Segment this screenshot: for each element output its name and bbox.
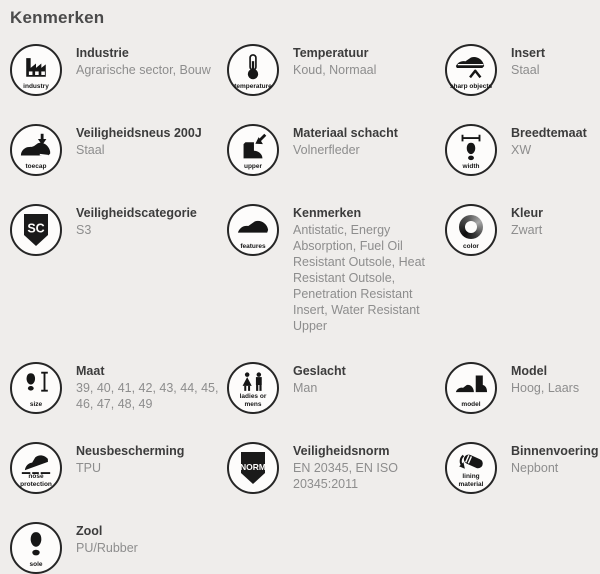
feature-item-color: [445, 204, 599, 256]
feature-value: TPU: [76, 461, 101, 475]
feature-text: [76, 124, 202, 158]
feature-text: [511, 362, 579, 396]
color-icon: [445, 204, 497, 256]
norm-icon: [227, 442, 279, 494]
feature-title: Temperatuur: [293, 46, 369, 60]
svg-text:NORM: NORM: [240, 462, 266, 472]
feature-value: Staal: [511, 63, 540, 77]
feature-value: XW: [511, 143, 532, 157]
feature-text: [293, 442, 445, 492]
features-icon: [227, 204, 279, 256]
feature-title: Veiligheidscategorie: [76, 206, 197, 220]
feature-value: Zwart: [511, 223, 543, 237]
temperature-icon: [227, 44, 279, 96]
feature-text: [511, 442, 599, 476]
feature-value: Antistatic, Energy Absorption, Fuel Oil Resistant Outsole, Heat Resistant Outsole, Penetration Resistant Insert, Water Resistant Upper: [293, 223, 426, 333]
feature-title: Kleur: [511, 206, 543, 220]
feature-item-nose-protection: [10, 442, 227, 494]
feature-value: Nepbont: [511, 461, 559, 475]
feature-title: Breedtemaat: [511, 126, 587, 140]
ladies-or-mens-icon: [227, 362, 279, 414]
industry-icon: [10, 44, 62, 96]
feature-title: Insert: [511, 46, 546, 60]
svg-text:SC: SC: [27, 221, 45, 236]
feature-value: S3: [76, 223, 92, 237]
feature-text: [76, 44, 211, 78]
icon-caption: color: [463, 242, 479, 250]
sharp-objects-icon: [445, 44, 497, 96]
feature-item-sharp-objects: [445, 44, 599, 96]
feature-title: Geslacht: [293, 364, 346, 378]
feature-title: Binnenvoering: [511, 444, 599, 458]
feature-text: [293, 124, 398, 158]
icon-caption: nose protection: [20, 473, 52, 488]
icon-caption: sole: [29, 560, 43, 568]
feature-value: 39, 40, 41, 42, 43, 44, 45, 46, 47, 48, 49: [76, 381, 219, 411]
feature-item-upper: [227, 124, 445, 176]
feature-value: Agrarische sector, Bouw: [76, 63, 211, 77]
icon-caption: sharp objects: [449, 82, 493, 90]
icon-caption: model: [461, 400, 481, 408]
feature-text: [293, 204, 445, 334]
feature-item-safety-category: [10, 204, 227, 256]
icon-caption: ladies or mens: [239, 393, 267, 408]
features-grid: [10, 44, 599, 574]
sole-icon: [10, 522, 62, 574]
icon-caption: features: [240, 242, 266, 250]
feature-text: [511, 204, 543, 238]
feature-title: Neusbescherming: [76, 444, 185, 458]
toecap-icon: [10, 124, 62, 176]
feature-title: Zool: [76, 524, 103, 538]
feature-title: Materiaal schacht: [293, 126, 398, 140]
feature-title: Veiligheidsneus 200J: [76, 126, 202, 140]
size-icon: [10, 362, 62, 414]
feature-item-temperature: [227, 44, 445, 96]
icon-caption: temperature: [234, 82, 272, 90]
feature-text: [293, 44, 376, 78]
feature-value: Koud, Normaal: [293, 63, 377, 77]
feature-value: Staal: [76, 143, 105, 157]
width-icon: [445, 124, 497, 176]
feature-title: Industrie: [76, 46, 129, 60]
feature-text: [76, 362, 227, 412]
feature-item-norm: [227, 442, 445, 494]
safety-category-icon: [10, 204, 62, 256]
feature-item-ladies-or-mens: [227, 362, 445, 414]
section-title: Kenmerken: [10, 8, 105, 27]
feature-text: [76, 204, 197, 238]
feature-value: Hoog, Laars: [511, 381, 580, 395]
nose-protection-icon: [10, 442, 62, 494]
feature-text: [511, 44, 545, 78]
feature-item-size: [10, 362, 227, 414]
feature-text: [76, 522, 138, 556]
icon-caption: size: [29, 400, 43, 408]
feature-value: Volnerfleder: [293, 143, 360, 157]
feature-item-features: [227, 204, 445, 334]
feature-title: Kenmerken: [293, 206, 362, 220]
feature-title: Maat: [76, 364, 105, 378]
icon-caption: upper: [243, 162, 263, 170]
icon-caption: lining material: [458, 473, 484, 488]
feature-title: Veiligheidsnorm: [293, 444, 390, 458]
upper-icon: [227, 124, 279, 176]
feature-title: Model: [511, 364, 548, 378]
feature-item-toecap: [10, 124, 227, 176]
feature-item-industry: [10, 44, 227, 96]
feature-value: EN 20345, EN ISO 20345:2011: [293, 461, 398, 491]
feature-item-sole: [10, 522, 227, 574]
icon-caption: width: [462, 162, 480, 170]
feature-text: [293, 362, 346, 396]
feature-item-width: [445, 124, 599, 176]
icon-caption: toecap: [25, 162, 47, 170]
feature-text: [511, 124, 587, 158]
feature-text: [76, 442, 184, 476]
lining-material-icon: [445, 442, 497, 494]
feature-value: Man: [293, 381, 318, 395]
icon-caption: industry: [23, 82, 49, 90]
feature-item-lining-material: [445, 442, 599, 494]
feature-value: PU/Rubber: [76, 541, 138, 555]
feature-item-model: [445, 362, 599, 414]
model-icon: [445, 362, 497, 414]
